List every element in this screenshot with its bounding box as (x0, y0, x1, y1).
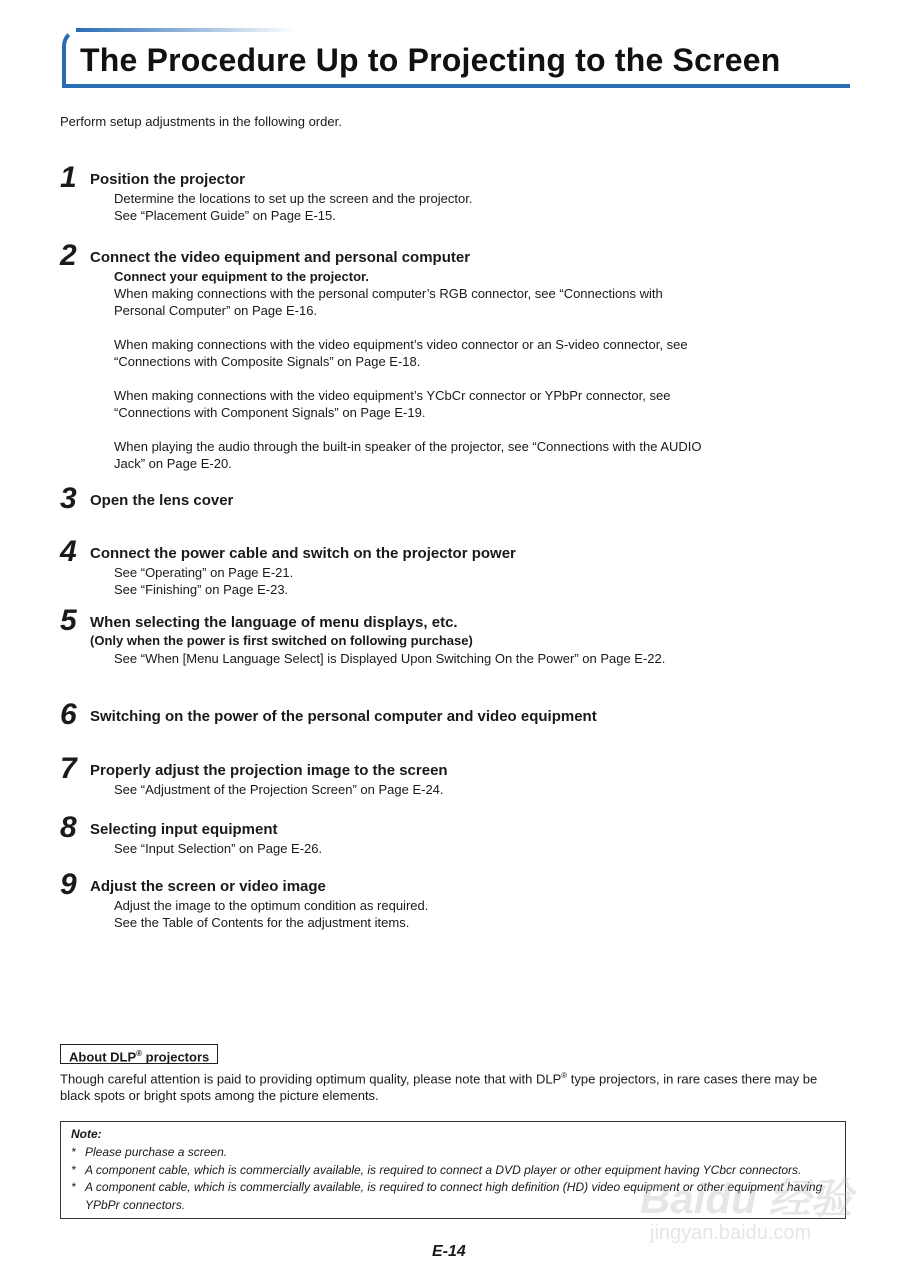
step-body (114, 650, 665, 667)
step-number: 2 (60, 239, 77, 272)
step-paragraph: When making connections with the personal computer’s RGB connector, see “Connections with Personal Computer” on Page E-16. (114, 286, 663, 318)
step-number: 6 (60, 698, 77, 731)
step-line: Determine the locations to set up the screen and the projector. (114, 191, 473, 206)
step-line: See “Operating” on Page E-21. (114, 565, 294, 580)
step-number: 1 (60, 161, 77, 194)
registered-mark: ® (136, 1049, 143, 1058)
step-body (114, 268, 704, 472)
note-item: * A component cable, which is commercially available, is required to connect a DVD player or other equipment having YCbcr connectors. (71, 1162, 839, 1180)
step-paragraph: When playing the audio through the built-in speaker of the projector, see “Connections with the AUDIO Jack” on Page E-20. (114, 439, 702, 471)
step-number: 5 (60, 604, 77, 637)
step-line: See “Finishing” on Page E-23. (114, 582, 289, 597)
about-dlp-label: About DLP® projectors (60, 1044, 218, 1064)
step-line: Adjust the image to the optimum condition as required. (114, 898, 429, 913)
page-number: E-14 (432, 1243, 466, 1260)
step-title: Connect the power cable and switch on the projector power (90, 545, 516, 562)
intro-text: Perform setup adjustments in the following order. (60, 114, 342, 129)
note-item: * A component cable, which is commercially available, is required to connect high definition (HD) video equipment or other equipment having YPbPr connectors. (71, 1179, 839, 1214)
step-number: 8 (60, 811, 77, 844)
step-title: Properly adjust the projection image to the screen (90, 762, 448, 779)
note-list (71, 1144, 839, 1214)
note-item: * Please purchase a screen. (71, 1144, 839, 1162)
watermark-brand: Baidu 经验 (640, 1175, 853, 1222)
page-title: The Procedure Up to Projecting to the Screen (80, 42, 781, 78)
step-body (114, 897, 428, 931)
note-box (60, 1121, 846, 1219)
watermark-url: jingyan.baidu.com (650, 1222, 812, 1244)
step-paragraph: When making connections with the video equipment’s video connector or an S-video connector, see “Connections with Composite Signals” on Page E-18. (114, 337, 688, 369)
step-line: See the Table of Contents for the adjustment items. (114, 915, 410, 930)
step-number: 3 (60, 482, 77, 515)
step-title: Adjust the screen or video image (90, 878, 326, 895)
step-body (114, 564, 293, 598)
step-line: See “When [Menu Language Select] is Displayed Upon Switching On the Power” on Page E-22. (114, 651, 666, 666)
about-dlp-text: Though careful attention is paid to providing optimum quality, please note that with DLP® type projectors, in rare cases there may be black spots or bright spots among the picture elements. (60, 1071, 818, 1104)
step-title: Connect the video equipment and personal computer (90, 249, 471, 266)
step-number: 7 (60, 752, 77, 785)
step-subheading: Connect your equipment to the projector. (114, 269, 369, 284)
step-line: See “Placement Guide” on Page E-15. (114, 208, 336, 223)
step-number: 9 (60, 868, 77, 901)
step-line: See “Adjustment of the Projection Screen” on Page E-24. (114, 782, 444, 797)
step-body (114, 781, 444, 798)
step-subheading: (Only when the power is first switched on following purchase) (90, 633, 473, 648)
step-title: Selecting input equipment (90, 821, 278, 838)
step-paragraph: When making connections with the video equipment’s YCbCr connector or YPbPr connector, see “Connections with Component Signals” on Page E-19. (114, 388, 671, 420)
step-title: Open the lens cover (90, 492, 234, 509)
step-title: Position the projector (90, 171, 246, 188)
step-number: 4 (60, 535, 77, 568)
step-body (114, 190, 472, 224)
step-line: See “Input Selection” on Page E-26. (114, 841, 323, 856)
note-title: Note: (71, 1127, 102, 1141)
registered-mark: ® (561, 1071, 568, 1080)
step-body (114, 840, 322, 857)
step-title: When selecting the language of menu displays, etc. (90, 614, 458, 631)
step-title: Switching on the power of the personal computer and video equipment (90, 708, 597, 725)
